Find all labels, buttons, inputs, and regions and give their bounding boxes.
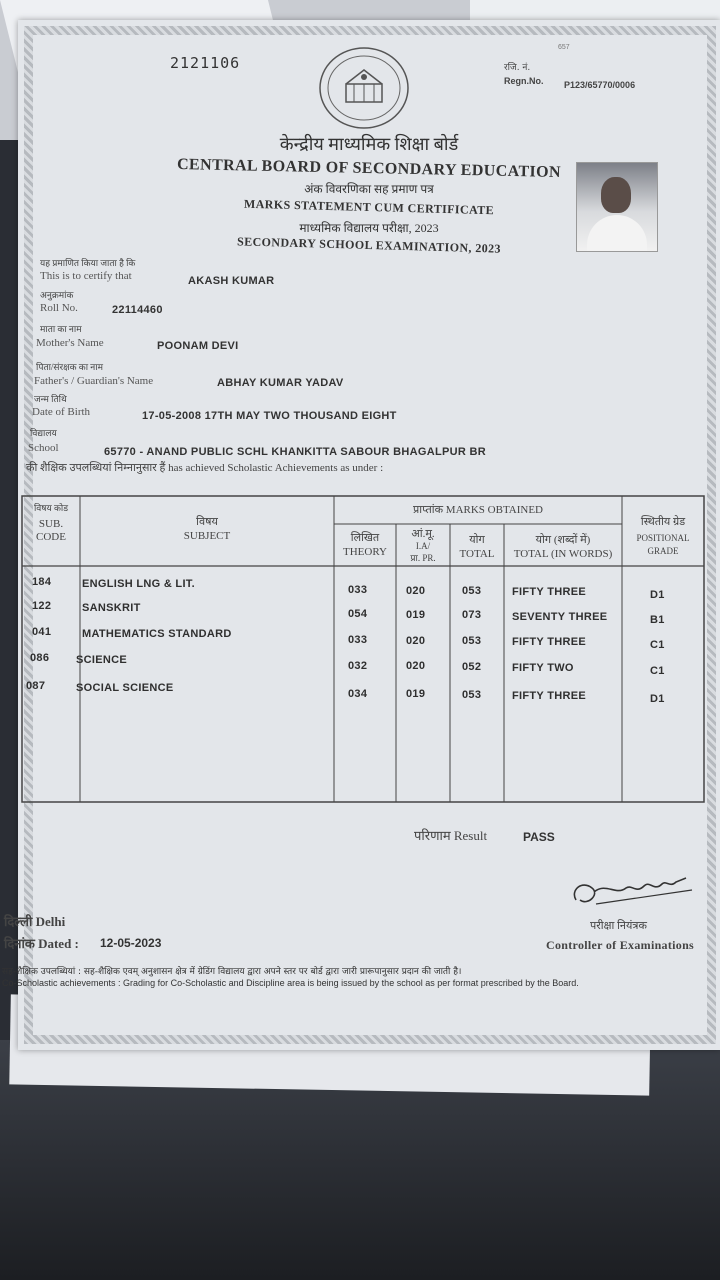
- achievement-label: has achieved Scholastic Achievements as under :: [168, 462, 384, 474]
- roll-number: 22114460: [112, 304, 163, 316]
- marks-obtained-header: प्राप्तांक MARKS OBTAINED: [412, 504, 544, 516]
- col-grade: POSITIONAL GRADE: [636, 533, 690, 556]
- row-ia: 019: [406, 688, 426, 700]
- issue-date: 12-05-2023: [100, 936, 162, 950]
- row-grade: D1: [650, 693, 665, 705]
- row-code: 184: [32, 576, 52, 588]
- row-subject: ENGLISH LNG & LIT.: [82, 578, 195, 590]
- dob-label: Date of Birth: [32, 406, 91, 418]
- achievement-label-hindi: की शैक्षिक उपलब्धियां निम्नानुसार हैं: [26, 462, 166, 474]
- row-words: FIFTY TWO: [512, 662, 574, 674]
- col-total: TOTAL: [459, 548, 495, 560]
- marks-table: [18, 494, 708, 806]
- marks-statement-sheet: [2, 20, 720, 1050]
- row-grade: C1: [650, 639, 665, 651]
- father-label-hindi: पिता/संरक्षक का नाम: [36, 362, 103, 372]
- certify-label-hindi: यह प्रमाणित किया जाता है कि: [40, 258, 136, 268]
- row-total: 052: [462, 661, 482, 673]
- col-ia-hindi: आं.मू.: [411, 528, 435, 540]
- achievement-line: [26, 460, 383, 475]
- row-theory: 054: [348, 608, 368, 620]
- col-theory: THEORY: [343, 546, 387, 558]
- exam-title: SECONDARY SCHOOL EXAMINATION, 2023: [236, 234, 502, 256]
- row-ia: 020: [406, 585, 426, 597]
- student-name: AKASH KUMAR: [188, 275, 275, 287]
- regn-number: P123/65770/0006: [564, 80, 636, 90]
- col-ia-pr: प्रा. PR.: [410, 553, 436, 563]
- co-scholastic-note: Co-Scholastic achievements : Grading for Co-Scholastic and Discipline area is being issued by the school as per format prescribed by the Board.: [2, 978, 579, 988]
- row-grade: B1: [650, 614, 665, 626]
- row-code: 122: [32, 600, 52, 612]
- row-subject: SCIENCE: [76, 654, 127, 666]
- background-note: [470, 0, 720, 22]
- row-total: 053: [462, 585, 482, 597]
- school-label-hindi: विद्यालय: [30, 428, 57, 438]
- col-grade-hindi: स्थितीय ग्रेड: [640, 516, 686, 528]
- regn-label: Regn.No.: [504, 76, 544, 86]
- row-code: 087: [26, 680, 46, 692]
- row-total: 053: [462, 689, 482, 701]
- student-photo: [576, 162, 658, 252]
- dated-label: दिनांक Dated :: [4, 936, 79, 951]
- row-total: 053: [462, 635, 482, 647]
- regn-label-hindi: रजि. नं.: [504, 63, 531, 73]
- father-name: ABHAY KUMAR YADAV: [217, 377, 344, 389]
- result-value: PASS: [523, 830, 555, 844]
- controller-signature: [566, 870, 696, 921]
- row-subject: SANSKRIT: [82, 602, 141, 614]
- dob-value: 17-05-2008 17TH MAY TWO THOUSAND EIGHT: [142, 410, 397, 422]
- row-ia: 020: [406, 635, 426, 647]
- row-grade: C1: [650, 665, 665, 677]
- board-name-hindi: केन्द्रीय माध्यमिक शिक्षा बोर्ड: [279, 134, 459, 154]
- row-subject: SOCIAL SCIENCE: [76, 682, 174, 694]
- row-words: FIFTY THREE: [512, 586, 586, 598]
- controller-label-hindi: परीक्षा नियंत्रक: [590, 920, 647, 932]
- col-code-hindi: विषय कोड: [33, 503, 69, 513]
- mother-name: POONAM DEVI: [157, 340, 239, 352]
- mother-label: Mother's Name: [36, 337, 104, 349]
- row-theory: 033: [348, 584, 368, 596]
- row-grade: D1: [650, 589, 665, 601]
- school-value: 65770 - ANAND PUBLIC SCHL KHANKITTA SABOUR BHAGALPUR BR: [104, 446, 486, 458]
- certificate-title: MARKS STATEMENT CUM CERTIFICATE: [243, 196, 495, 218]
- col-code: SUB. CODE: [36, 518, 66, 543]
- row-theory: 033: [348, 634, 368, 646]
- row-words: FIFTY THREE: [512, 690, 586, 702]
- row-words: FIFTY THREE: [512, 636, 586, 648]
- row-ia: 020: [406, 660, 426, 672]
- place-label: दिल्ली Delhi: [4, 914, 66, 929]
- certify-label: This is to certify that: [40, 270, 132, 282]
- result-label: परिणाम Result: [414, 828, 488, 843]
- col-words-hindi: योग (शब्दों में): [535, 534, 591, 546]
- row-theory: 032: [348, 660, 368, 672]
- top-small-number: 657: [558, 44, 570, 51]
- co-scholastic-note-hindi: सह-शैक्षिक उपलब्धियां : सह-शैक्षिक एवम् अनुशासन क्षेत्र में ग्रेडिंग विद्यालय द्वारा अपने स्तर पर बोर्ड द्वारा जारी प्रारूपानुसार प्रदान की जाती है।: [2, 967, 462, 977]
- col-total-hindi: योग: [469, 534, 485, 546]
- board-name: CENTRAL BOARD OF SECONDARY EDUCATION: [176, 155, 562, 182]
- dob-label-hindi: जन्म तिथि: [34, 394, 67, 404]
- father-label: Father's / Guardian's Name: [34, 375, 154, 387]
- row-ia: 019: [406, 609, 426, 621]
- row-total: 073: [462, 609, 482, 621]
- school-label: School: [28, 442, 59, 454]
- certificate-title-hindi: अंक विवरणिका सह प्रमाण पत्र: [304, 182, 434, 196]
- row-code: 086: [30, 652, 50, 664]
- exam-title-hindi: माध्यमिक विद्यालय परीक्षा, 2023: [299, 221, 439, 235]
- serial-number: 2121106: [170, 54, 241, 72]
- cbse-emblem-icon: [318, 46, 410, 135]
- mother-label-hindi: माता का नाम: [40, 324, 82, 334]
- col-words: TOTAL (IN WORDS): [513, 548, 613, 560]
- row-code: 041: [32, 626, 52, 638]
- col-subject-hindi: विषय: [196, 516, 218, 528]
- col-theory-hindi: लिखित: [350, 532, 380, 544]
- roll-label: Roll No.: [40, 302, 78, 314]
- roll-label-hindi: अनुक्रमांक: [40, 290, 74, 300]
- controller-label: Controller of Examinations: [546, 938, 695, 952]
- row-words: SEVENTY THREE: [512, 611, 608, 623]
- col-ia: I.A/: [415, 541, 431, 551]
- row-subject: MATHEMATICS STANDARD: [82, 628, 232, 640]
- row-theory: 034: [348, 688, 368, 700]
- col-subject: SUBJECT: [183, 530, 231, 542]
